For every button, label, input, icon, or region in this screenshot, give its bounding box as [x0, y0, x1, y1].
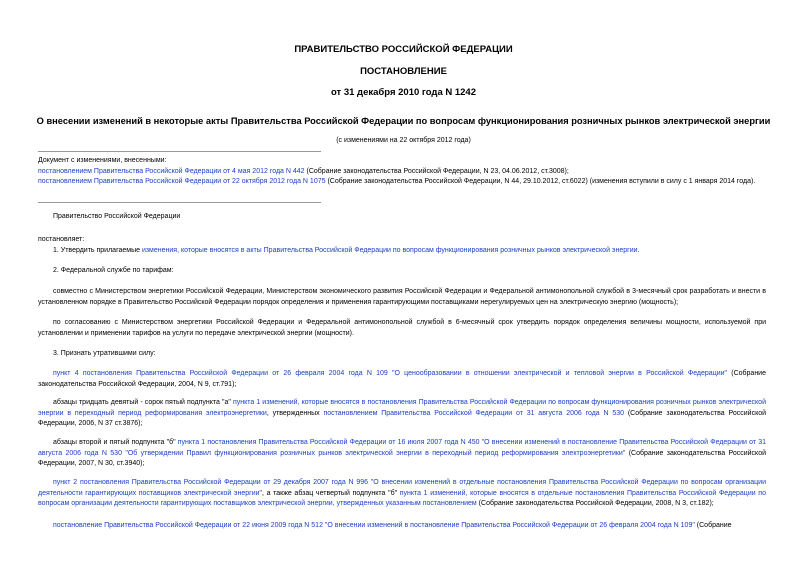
paragraph-2: 2. Федеральной службе по тарифам: [53, 267, 174, 274]
text: , а также абзац четвертый подпункта "б" [262, 489, 400, 497]
text: абзацы тридцать девятый - сорок пятый подпункта "а" [53, 399, 233, 406]
paragraph-3b [38, 398, 766, 430]
act-link[interactable]: пункта 1 изменений, которые вносятся в отдельные постановления Правительства Российской Федерации по вопросам организации деятельности гарантирующих поставщиков электрической энергии, утвержденных указанным постановлением [38, 489, 766, 507]
paragraph-3e [38, 521, 766, 532]
act-link[interactable]: пункт 2 постановления Правительства Российской Федерации от 29 декабря 2007 года N 996 "О внесении изменений в отдельные постановления Правительства Российской Федерации по вопросам организации деятельности гарантирующих поставщиков электрической энергии" [38, 479, 766, 497]
body-decrees: постановляет: [38, 236, 85, 243]
act-link[interactable]: постановление Правительства Российской Федерации от 22 июня 2009 года N 512 "О внесении изменений в постановление Правительства Российской Федерации от 26 февраля 2004 года N 109" [53, 522, 695, 529]
text: . [637, 247, 640, 254]
document-type: ПОСТАНОВЛЕНИЕ [360, 66, 447, 77]
text: (Собрание законодательства Российской Федерации, 2008, N 3, ст.182); [476, 500, 714, 507]
act-link[interactable]: пункта 1 изменений, которые вносятся в постановления Правительства Российской Федерации по вопросам функционирования розничных рынков электрической энергии в переходный период реформирования электроэнергетики [38, 399, 766, 417]
body-government: Правительство Российской Федерации [53, 213, 181, 220]
changes-box [38, 156, 766, 188]
text: (Собрание законодательства Российской Федерации, 2004, N 9, ст.791); [38, 370, 766, 388]
text: , утвержденных [266, 409, 324, 417]
document-date: от 31 декабря 2010 года N 1242 [330, 87, 476, 98]
text: 1. Утвердить прилагаемые [53, 247, 142, 254]
government-name: ПРАВИТЕЛЬСТВО РОССИЙСКОЙ ФЕДЕРАЦИИ [294, 44, 513, 55]
change-text: (Собрание законодательства Российской Федерации, N 44, 29.10.2012, ст.6022) (изменения вступили в силу с 1 января 2014 года). [325, 178, 756, 185]
text: (Собрание [694, 522, 732, 529]
paragraph-3d [38, 478, 766, 510]
text: (Собрание законодательства Российской Федерации, 2006, N 37 ст.3876); [38, 409, 767, 427]
act-link[interactable]: пункта 1 постановления Правительства Российской Федерации от 16 июля 2007 года N 450 "О внесении изменений в постановление Правительства Российской Федерации от 31 августа 2006 года N 530 "Об утверждении Правил функционирования розничных рынков электрической энергии в переходный период реформирования электроэнергетики" [38, 439, 766, 457]
change-text: (Собрание законодательства Российской Федерации, N 23, 04.06.2012, ст.3008); [304, 167, 569, 175]
paragraph-3a [38, 369, 766, 390]
change-link[interactable]: постановлением Правительства Российской Федерации от 22 октября 2012 года N 1075 [38, 178, 326, 185]
divider-bottom [38, 202, 321, 203]
text: (Собрание законодательства Российской Федерации, 2007, N 30, ст.3940); [38, 449, 766, 467]
paragraph-3c [38, 438, 766, 470]
text: абзацы второй и пятый подпункта "б" [53, 439, 178, 446]
act-link[interactable]: пункт 4 постановления Правительства Российской Федерации от 26 февраля 2004 года N 109 "О ценообразовании в отношении электрической и тепловой энергии в Российской Федерации" [53, 370, 728, 377]
paragraph-3: 3. Признать утратившими силу: [53, 350, 156, 357]
paragraph-1 [38, 246, 766, 257]
change-item [38, 177, 766, 188]
document-title: О внесении изменений в некоторые акты Правительства Российской Федерации по вопросам функционирования розничных рынков электрической энергии [36, 116, 771, 126]
change-link[interactable]: постановлением Правительства Российской Федерации от 4 мая 2012 года N 442 [38, 167, 305, 175]
paragraph-2b: по согласованию с Министерством энергетики Российской Федерации и Федеральной антимонопольной службой в 6-месячный срок утвердить порядок определения величины мощности, используемой при установлении и применении тарифов на услуги по передаче электрической энергии (мощности). [38, 319, 766, 337]
act-link[interactable]: постановлением Правительства Российской Федерации от 31 августа 2006 года N 530 [323, 409, 625, 417]
change-item [38, 167, 766, 178]
revision-note: (с изменениями на 22 октября 2012 года) [336, 137, 471, 144]
changes-intro: Документ с изменениями, внесенными: [38, 157, 167, 164]
divider-top [38, 151, 321, 152]
changes-link[interactable]: изменения, которые вносятся в акты Правительства Российской Федерации по вопросам функционирования розничных рынков электрической энергии [141, 247, 638, 254]
paragraph-2a: совместно с Министерством энергетики Российской Федерации, Министерством экономического развития Российской Федерации и Федеральной антимонопольной службой в 3-месячный срок разработать и внести в установленном порядке в Правительство Российской Федерации порядок определения и применения гарантирующими поставщиками нерегулируемых цен на электрическую энергию (мощность); [38, 288, 766, 306]
